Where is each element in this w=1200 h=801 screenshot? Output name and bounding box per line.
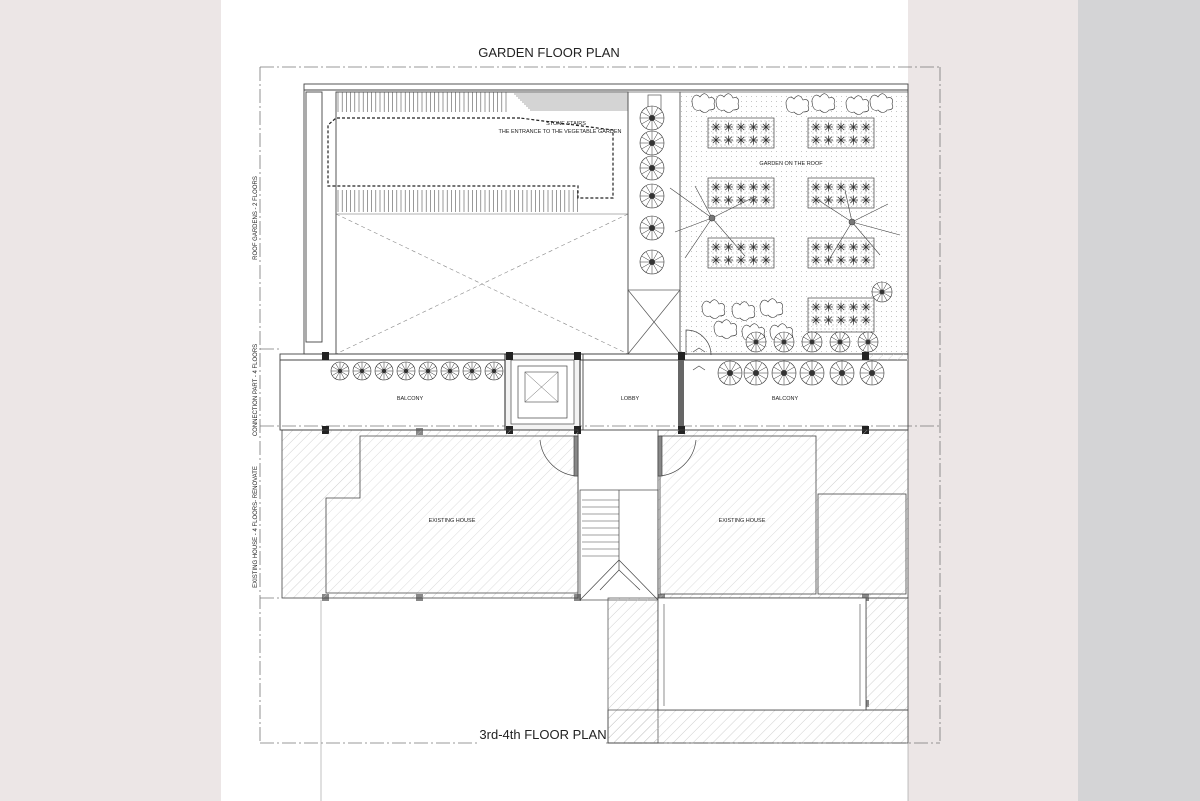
existing-house-left-label: EXISTING HOUSE	[428, 518, 476, 524]
tree	[331, 362, 349, 380]
svg-text:STONE STAIRS: STONE STAIRS	[546, 121, 586, 127]
wall-lobby-right	[678, 354, 684, 430]
tree	[463, 362, 481, 380]
tree	[640, 131, 664, 155]
tree	[485, 362, 503, 380]
label-roof-gardens: ROOF GARDENS - 2 FLOORS	[253, 176, 259, 260]
void-cross	[336, 214, 628, 354]
top-stair-treads	[338, 92, 628, 112]
svg-text:THE ENTRANCE TO THE VEGETABLE: THE ENTRANCE TO THE VEGETABLE GARDEN	[498, 129, 622, 135]
label-connection-part: CONNECTION PART - 4 FLOORS	[253, 343, 259, 437]
tree	[860, 361, 884, 385]
tree	[397, 362, 415, 380]
central-stair	[580, 490, 658, 600]
central-stair-treads	[582, 500, 619, 556]
column	[506, 352, 513, 360]
tree	[375, 362, 393, 380]
title-3rd-4th-floor-plan: 3rd-4th FLOOR PLAN	[479, 727, 607, 742]
balcony-planters	[331, 361, 884, 385]
lobby-label: LOBBY	[620, 396, 640, 402]
tree	[858, 332, 878, 352]
tree	[830, 361, 854, 385]
lower-strip-hatch	[608, 710, 908, 743]
tree	[772, 361, 796, 385]
tree	[640, 156, 664, 180]
column	[322, 352, 329, 360]
stone-stairs-label	[498, 121, 621, 135]
tree	[800, 361, 824, 385]
existing-house-left-room	[326, 436, 578, 593]
column	[574, 352, 581, 360]
existing-house-right-label: EXISTING HOUSE	[718, 518, 766, 524]
column	[678, 352, 685, 360]
existing-house-right-annex	[818, 494, 906, 594]
balcony-right-fill	[868, 354, 908, 360]
mid-stair-treads	[338, 190, 577, 212]
tree	[353, 362, 371, 380]
tree	[744, 361, 768, 385]
column	[862, 352, 869, 360]
tree	[441, 362, 459, 380]
garden-bed	[808, 238, 874, 268]
title-garden-floor-plan: GARDEN FLOOR PLAN	[478, 45, 620, 60]
lower-right-hatch	[866, 598, 908, 710]
balcony-right-label: BALCONY	[771, 396, 799, 402]
balcony-left-label: BALCONY	[396, 396, 424, 402]
lower-room	[658, 598, 866, 710]
tree	[640, 106, 664, 130]
garden-on-the-roof-label: GARDEN ON THE ROOF	[759, 161, 823, 167]
existing-house-right-room	[660, 436, 816, 594]
tree	[746, 332, 766, 352]
label-existing-house: EXISTING HOUSE - 4 FLOORS- RENOVATE	[253, 466, 259, 588]
tree	[872, 282, 892, 302]
tree	[419, 362, 437, 380]
garden-bed	[808, 178, 874, 208]
tree	[640, 184, 664, 208]
garden-bed	[708, 118, 774, 148]
tree	[802, 332, 822, 352]
garden-bed	[808, 118, 874, 148]
tree	[774, 332, 794, 352]
tree	[640, 250, 664, 274]
garden-bed	[708, 238, 774, 268]
tree	[718, 361, 742, 385]
elevator-core	[505, 354, 580, 430]
tree	[830, 332, 850, 352]
tree	[640, 216, 664, 240]
garden-bed	[808, 298, 874, 332]
